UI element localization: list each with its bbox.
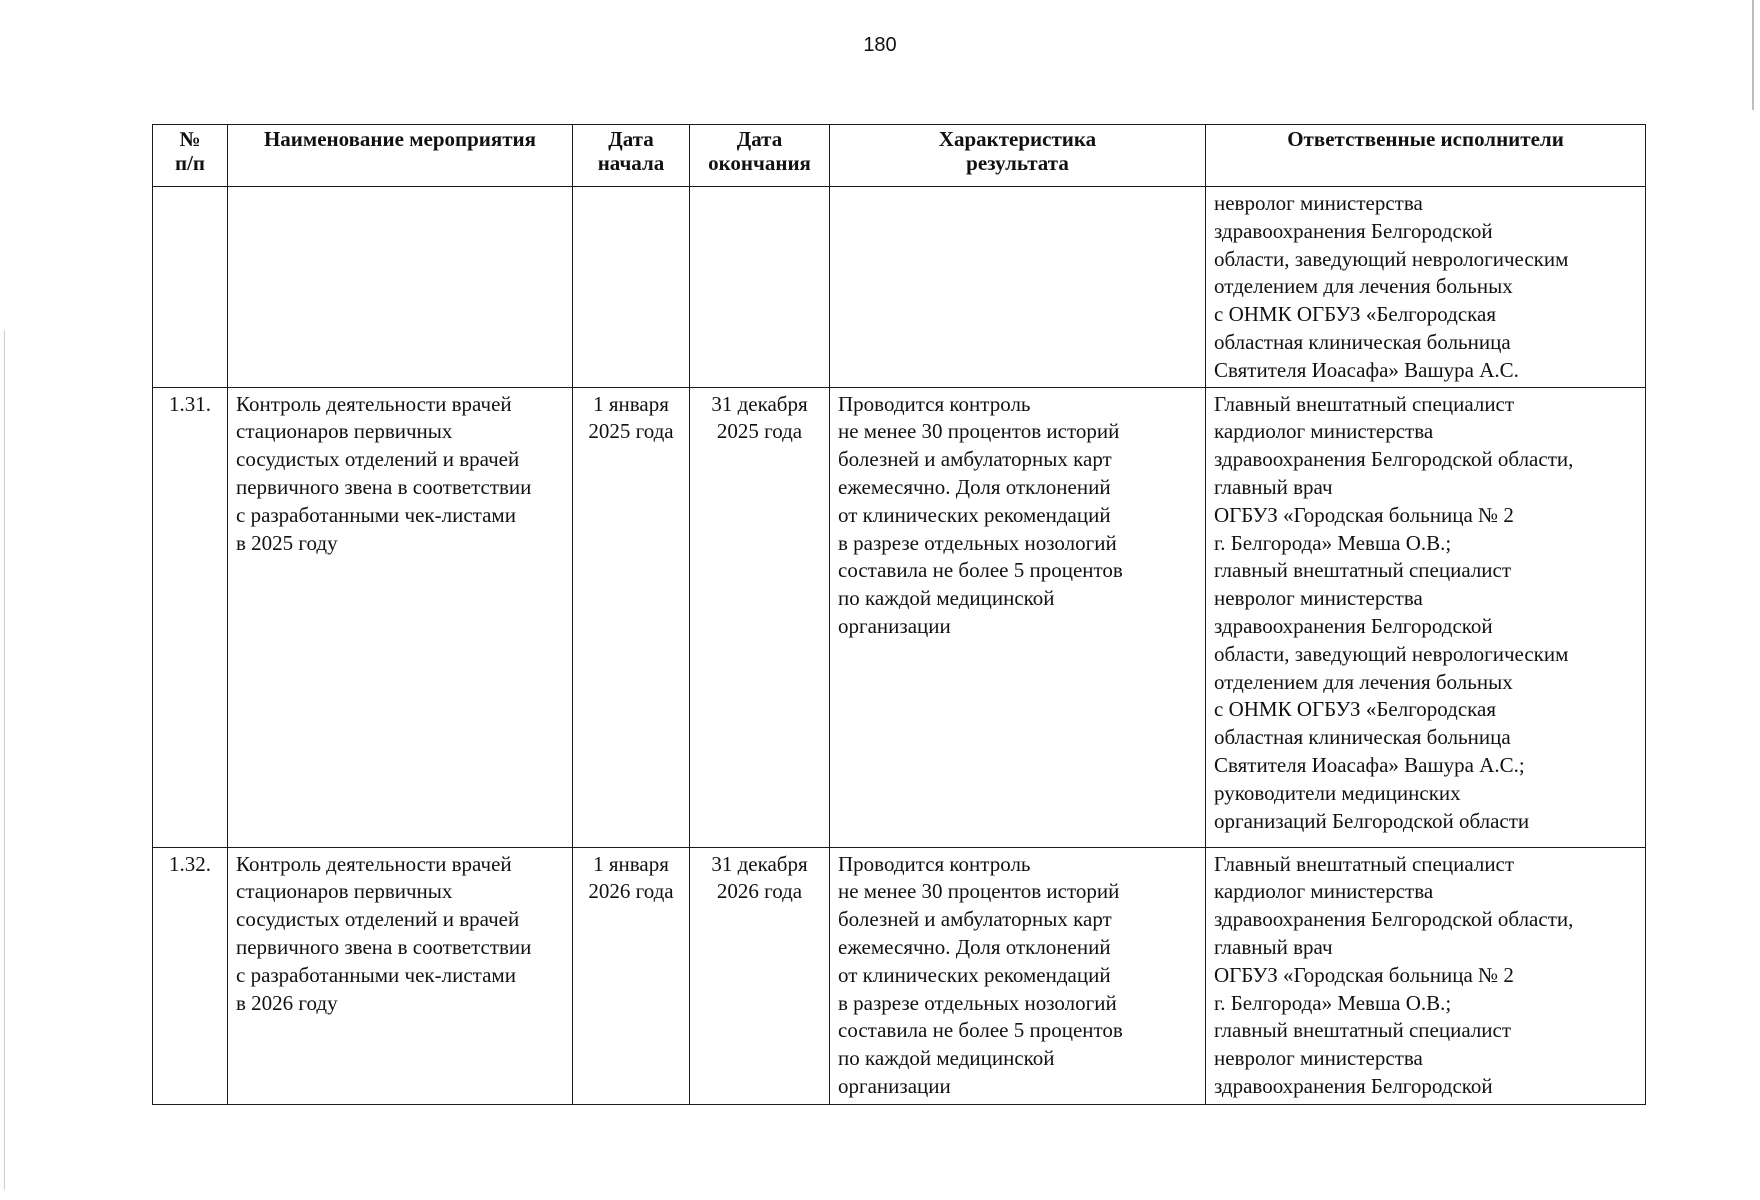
scan-edge-left — [4, 330, 5, 1190]
header-num: № п/п — [153, 125, 228, 187]
cell-start — [573, 187, 690, 388]
header-end: Дата окончания — [690, 125, 830, 187]
cell-num: 1.32. — [153, 847, 228, 1104]
activities-table — [152, 124, 1646, 1105]
header-start: Дата начала — [573, 125, 690, 187]
cell-responsible: невролог министерства здравоохранения Белгородской области, заведующий неврологическим отделением для лечения больных с ОНМК ОГБУЗ «Белгородская областная клиническая больница Святителя Иоасафа» Вашура А.С. — [1206, 187, 1646, 388]
cell-name: Контроль деятельности врачей стационаров первичных сосудистых отделений и врачей первичного звена в соответствии с разработанными чек-листами в 2025 году — [228, 387, 573, 847]
cell-result: Проводится контроль не менее 30 процентов историй болезней и амбулаторных карт ежемесячно. Доля отклонений от клинических рекомендаций в разрезе отдельных нозологий составила не более 5 процентов по каждой медицинской организации — [830, 387, 1206, 847]
cell-start: 1 января 2025 года — [573, 387, 690, 847]
header-responsible: Ответственные исполнители — [1206, 125, 1646, 187]
cell-end: 31 декабря 2026 года — [690, 847, 830, 1104]
cell-responsible: Главный внештатный специалист кардиолог министерства здравоохранения Белгородской области, главный врач ОГБУЗ «Городская больница № 2 г. Белгорода» Мевша О.В.; главный внештатный специалист невролог министерства здравоохранения Белгородской — [1206, 847, 1646, 1104]
table-row — [153, 187, 1646, 388]
table-header-row — [153, 125, 1646, 187]
cell-result: Проводится контроль не менее 30 процентов историй болезней и амбулаторных карт ежемесячно. Доля отклонений от клинических рекомендаций в разрезе отдельных нозологий составила не более 5 процентов по каждой медицинской организации — [830, 847, 1206, 1104]
table-row — [153, 847, 1646, 1104]
cell-name — [228, 187, 573, 388]
cell-name: Контроль деятельности врачей стационаров первичных сосудистых отделений и врачей первичного звена в соответствии с разработанными чек-листами в 2026 году — [228, 847, 573, 1104]
cell-end — [690, 187, 830, 388]
table-row — [153, 387, 1646, 847]
page-number: 180 — [863, 34, 897, 56]
cell-result — [830, 187, 1206, 388]
header-name: Наименование мероприятия — [228, 125, 573, 187]
cell-start: 1 января 2026 года — [573, 847, 690, 1104]
cell-num — [153, 187, 228, 388]
header-result: Характеристика результата — [830, 125, 1206, 187]
cell-end: 31 декабря 2025 года — [690, 387, 830, 847]
cell-num: 1.31. — [153, 387, 228, 847]
cell-responsible: Главный внештатный специалист кардиолог министерства здравоохранения Белгородской области, главный врач ОГБУЗ «Городская больница № 2 г. Белгорода» Мевша О.В.; главный внештатный специалист невролог министерства здравоохранения Белгородской области, заведующий неврологическим отделением для лечения больных с ОНМК ОГБУЗ «Белгородская областная клиническая больница Святителя Иоасафа» Вашура А.С.; руководители медицинских организаций Белгородской области — [1206, 387, 1646, 847]
